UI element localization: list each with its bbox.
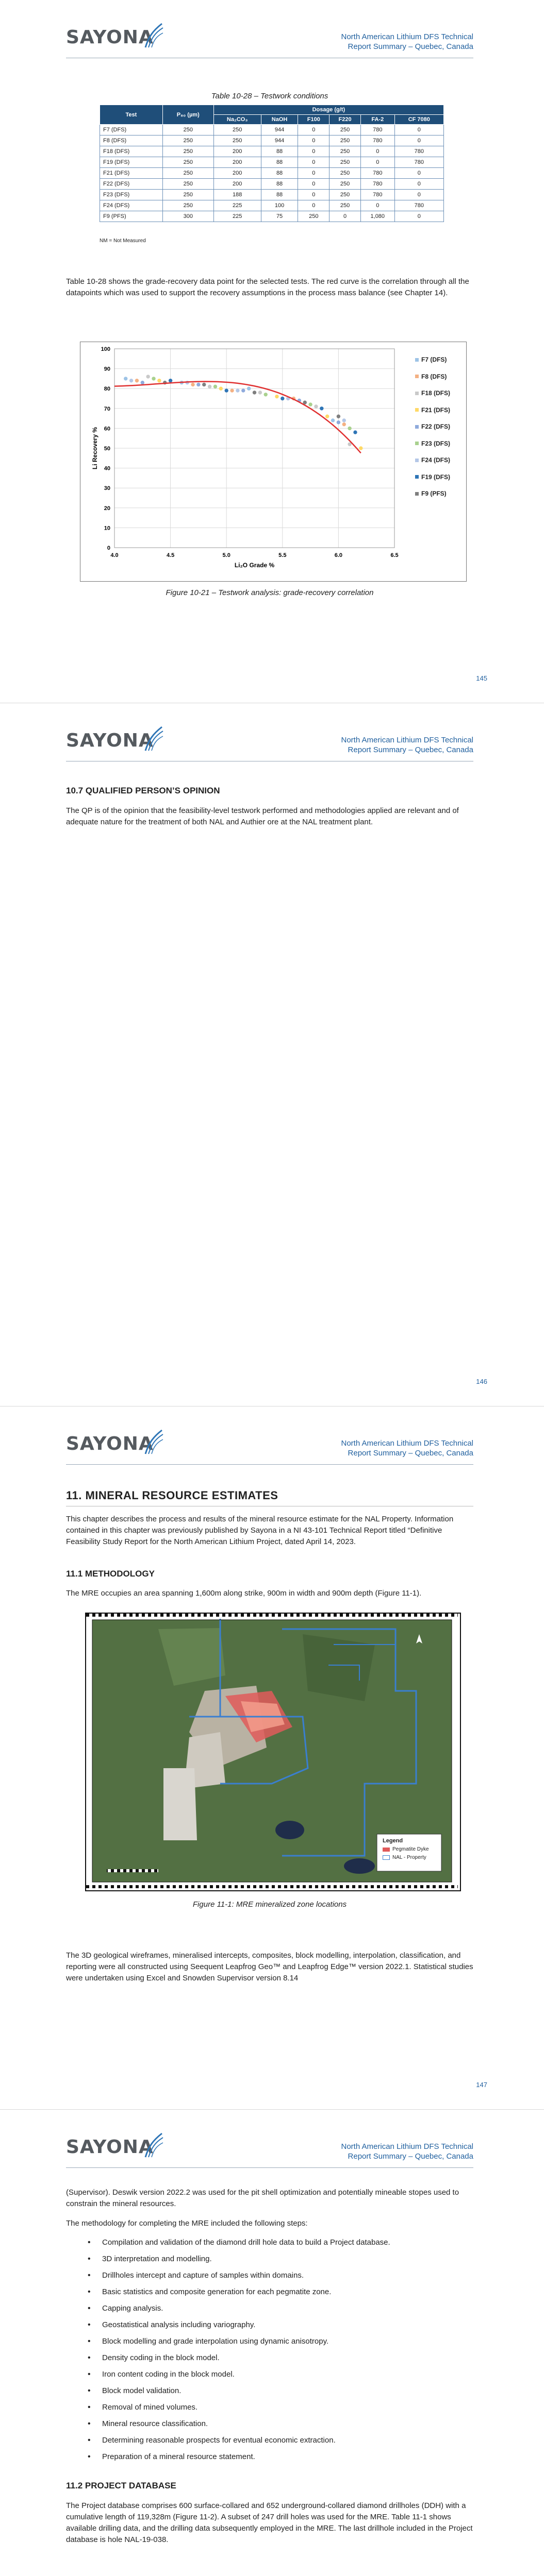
legend-label: F21 (DFS) bbox=[421, 406, 451, 414]
data-point bbox=[225, 389, 228, 392]
figure-caption: Figure 10-21 – Testwork analysis: grade-recovery correlation bbox=[166, 588, 374, 597]
table-cell: 0 bbox=[298, 179, 329, 190]
table-cell: 250 bbox=[162, 125, 213, 135]
col-dosage: F220 bbox=[329, 115, 361, 125]
legend-swatch bbox=[415, 442, 419, 445]
legend-label: F19 (DFS) bbox=[421, 473, 451, 481]
map-legend-item-property bbox=[383, 1855, 426, 1860]
data-point bbox=[348, 427, 351, 430]
legend-label: F22 (DFS) bbox=[421, 423, 451, 431]
list-item: • Density coding in the block model. bbox=[102, 2352, 473, 2369]
data-point bbox=[342, 422, 345, 426]
table-cell: 250 bbox=[162, 200, 213, 211]
table-cell: F7 (DFS) bbox=[100, 125, 163, 135]
x-axis-label: Li₂O Grade % bbox=[234, 562, 275, 569]
table-cell: 88 bbox=[261, 179, 298, 190]
col-dosage: CF 7080 bbox=[394, 115, 443, 125]
table-cell: F24 (DFS) bbox=[100, 200, 163, 211]
header-right bbox=[341, 735, 474, 755]
list-item: • Block modelling and grade interpolation using dynamic anisotropy. bbox=[102, 2336, 473, 2352]
table-cell: 0 bbox=[394, 125, 443, 135]
table-cell: 0 bbox=[394, 135, 443, 146]
paragraph: The QP is of the opinion that the feasibility-level testwork performed and methodologies applied are relevant and of adequate nature for the treatment of both NAL and Authier ore at the NAL treatment plant. bbox=[66, 806, 459, 826]
table-cell: F21 (DFS) bbox=[100, 168, 163, 179]
table-cell: 0 bbox=[394, 168, 443, 179]
data-point bbox=[315, 405, 318, 408]
y-tick-label: 0 bbox=[107, 545, 110, 551]
legend-item bbox=[415, 452, 464, 469]
legend-item bbox=[415, 435, 464, 452]
paragraph: The 3D geological wireframes, mineralised intercepts, composites, block modelling, interpolation, classification, and reporting were all constructed using Seequent Leapfrog Geo™ and Leapfrog Edge™ version 2022.1. Statistical studies were undertaken using Excel and Snowden Supervisor version 8.14 bbox=[66, 1951, 473, 1982]
figure-caption: Figure 11-1: MRE mineralized zone locations bbox=[192, 1900, 347, 1909]
list-item: • Determining reasonable prospects for eventual economic extraction. bbox=[102, 2435, 473, 2451]
table-cell: 250 bbox=[329, 157, 361, 168]
logo-text: SAYONA bbox=[66, 730, 154, 751]
table-note: NM = Not Measured bbox=[100, 238, 146, 244]
logo-mark-icon bbox=[143, 1428, 164, 1455]
data-point bbox=[124, 377, 127, 380]
x-tick-label: 6.5 bbox=[390, 552, 399, 558]
legend-item bbox=[415, 368, 464, 385]
table-cell: 88 bbox=[261, 146, 298, 157]
legend-swatch bbox=[415, 459, 419, 462]
data-point bbox=[275, 395, 278, 398]
data-point bbox=[158, 379, 161, 382]
data-point bbox=[169, 379, 172, 382]
pegmatite-swatch bbox=[383, 1848, 390, 1852]
section-heading: 11.2 PROJECT DATABASE bbox=[66, 2481, 176, 2490]
data-point bbox=[219, 387, 222, 390]
property-swatch bbox=[383, 1855, 390, 1860]
table-cell: 225 bbox=[213, 211, 261, 222]
table-cell: 780 bbox=[360, 135, 394, 146]
list-item: • Mineral resource classification. bbox=[102, 2418, 473, 2435]
y-tick-label: 70 bbox=[104, 405, 110, 412]
header-right bbox=[341, 2142, 474, 2161]
page-number: 146 bbox=[476, 1378, 487, 1385]
data-point bbox=[191, 383, 194, 386]
table-cell: 200 bbox=[213, 179, 261, 190]
table-cell: 88 bbox=[261, 190, 298, 200]
table-cell: 780 bbox=[360, 190, 394, 200]
x-tick-label: 5.5 bbox=[278, 552, 287, 558]
table-cell: 250 bbox=[162, 135, 213, 146]
list-item: • Capping analysis. bbox=[102, 2303, 473, 2319]
map-figure bbox=[85, 1613, 461, 1891]
data-point bbox=[146, 375, 150, 378]
x-tick-label: 4.5 bbox=[166, 552, 175, 558]
page-147 bbox=[0, 1406, 544, 2110]
data-point bbox=[129, 379, 133, 382]
data-point bbox=[203, 383, 206, 386]
table-cell: 780 bbox=[360, 168, 394, 179]
table-cell: 1,080 bbox=[360, 211, 394, 222]
y-tick-label: 60 bbox=[104, 426, 110, 432]
sayona-logo bbox=[66, 2137, 154, 2158]
table-cell: 250 bbox=[298, 211, 329, 222]
header-title-line2: Report Summary – Quebec, Canada bbox=[348, 42, 473, 51]
header-title-line1: North American Lithium DFS Technical bbox=[341, 32, 473, 41]
table-cell: 0 bbox=[298, 200, 329, 211]
paragraph: The methodology for completing the MRE included the following steps: bbox=[66, 2219, 308, 2228]
data-point bbox=[320, 407, 323, 410]
paragraph: Table 10-28 shows the grade-recovery data point for the selected tests. The red curve is the correlation through all the datapoints which was used to support the recovery assumptions in the process mass balance (see Chapter 14). bbox=[66, 277, 469, 297]
logo-text: SAYONA bbox=[66, 27, 154, 48]
legend-label: F23 (DFS) bbox=[421, 439, 451, 447]
legend-item bbox=[415, 485, 464, 502]
table-cell: 200 bbox=[213, 157, 261, 168]
list-item: • Drillholes intercept and capture of samples within domains. bbox=[102, 2270, 473, 2286]
list-item: • Geostatistical analysis including variography. bbox=[102, 2319, 473, 2336]
legend-label: F9 (PFS) bbox=[421, 490, 447, 498]
data-point bbox=[309, 403, 312, 406]
table-cell: 0 bbox=[394, 211, 443, 222]
paragraph: (Supervisor). Deswik version 2022.2 was used for the pit shell optimization and potentially mineable stopes used to constrain the mineral resources. bbox=[66, 2188, 459, 2208]
y-tick-label: 50 bbox=[104, 446, 110, 452]
legend-item bbox=[415, 385, 464, 402]
logo-text: SAYONA bbox=[66, 2137, 154, 2158]
legend-item bbox=[415, 418, 464, 435]
table-cell: 0 bbox=[298, 190, 329, 200]
table-cell: 300 bbox=[162, 211, 213, 222]
map-legend-label: Pegmatite Dyke bbox=[392, 1846, 429, 1852]
header-title-line1: North American Lithium DFS Technical bbox=[341, 2142, 473, 2151]
page-number: 145 bbox=[476, 674, 487, 682]
list-item: • Preparation of a mineral resource statement. bbox=[102, 2451, 473, 2468]
data-point bbox=[230, 389, 234, 392]
header-title-line2: Report Summary – Quebec, Canada bbox=[348, 1449, 473, 1458]
legend-swatch bbox=[415, 375, 419, 378]
table-cell: 0 bbox=[394, 190, 443, 200]
page-148 bbox=[0, 2110, 544, 2576]
y-tick-label: 100 bbox=[101, 346, 110, 352]
list-item: • Iron content coding in the block model. bbox=[102, 2369, 473, 2385]
table-cell: 944 bbox=[261, 125, 298, 135]
page-145 bbox=[0, 0, 544, 703]
paragraph: This chapter describes the process and results of the mineral resource estimate for the NAL Property. Information contained in this chapter was previously published by Sayona in a NI 43-101 Technical Report titled “Definitive Feasibility Study Report for the North American Lithium Project, dated April 14, 2023. bbox=[66, 1515, 454, 1546]
legend-item bbox=[415, 351, 464, 368]
table-cell: 200 bbox=[213, 168, 261, 179]
header-right bbox=[341, 1438, 474, 1458]
table-cell: 0 bbox=[298, 135, 329, 146]
data-point bbox=[303, 401, 306, 404]
list-item: • Basic statistics and composite generation for each pegmatite zone. bbox=[102, 2286, 473, 2303]
y-tick-label: 40 bbox=[104, 465, 110, 472]
table-cell: F9 (PFS) bbox=[100, 211, 163, 222]
table-cell: 250 bbox=[329, 125, 361, 135]
table-cell: F22 (DFS) bbox=[100, 179, 163, 190]
section-heading: 11.1 METHODOLOGY bbox=[66, 1569, 155, 1579]
list-item: • Removal of mined volumes. bbox=[102, 2402, 473, 2418]
y-tick-label: 20 bbox=[104, 505, 110, 512]
paragraph: The Project database comprises 600 surface-collared and 652 underground-collared diamond drillholes (DDH) with a cumulative length of 119,328m (Figure 11-2). A subset of 247 drill holes was used for the MRE. Table 11-1 shows available drilling data, and the drilling data subsequently employed in the MRE. The last drillhole included in the Project database is hole NAL-19-038. bbox=[66, 2501, 473, 2544]
data-point bbox=[359, 447, 362, 450]
data-point bbox=[337, 421, 340, 424]
legend-label: F8 (DFS) bbox=[421, 372, 447, 380]
table-cell: F8 (DFS) bbox=[100, 135, 163, 146]
table-cell: 225 bbox=[213, 200, 261, 211]
data-point bbox=[247, 387, 250, 390]
table-cell: 250 bbox=[162, 157, 213, 168]
page-146 bbox=[0, 703, 544, 1406]
data-point bbox=[281, 397, 284, 400]
col-dosage: NaOH bbox=[261, 115, 298, 125]
legend-item bbox=[415, 402, 464, 419]
table-cell: F23 (DFS) bbox=[100, 190, 163, 200]
table-cell: 0 bbox=[329, 211, 361, 222]
list-item: • Block model validation. bbox=[102, 2385, 473, 2402]
legend-swatch bbox=[415, 425, 419, 429]
sayona-logo bbox=[66, 730, 154, 751]
logo-mark-icon bbox=[143, 2131, 164, 2158]
x-tick-label: 5.0 bbox=[222, 552, 230, 558]
table-cell: F19 (DFS) bbox=[100, 157, 163, 168]
table-cell: 780 bbox=[394, 200, 443, 211]
table-cell: 75 bbox=[261, 211, 298, 222]
map-legend-item-pegmatite bbox=[383, 1846, 429, 1852]
header-divider bbox=[66, 2167, 473, 2168]
legend-label: F7 (DFS) bbox=[421, 356, 447, 364]
table-cell: 250 bbox=[213, 125, 261, 135]
table-cell: 250 bbox=[329, 146, 361, 157]
data-point bbox=[236, 389, 239, 392]
x-tick-label: 6.0 bbox=[334, 552, 343, 558]
y-axis-label: Li Recovery % bbox=[91, 427, 98, 470]
header-title-line2: Report Summary – Quebec, Canada bbox=[348, 745, 473, 754]
legend-swatch bbox=[415, 475, 419, 479]
data-point bbox=[337, 415, 340, 418]
chapter-heading: 11. MINERAL RESOURCE ESTIMATES bbox=[66, 1489, 278, 1502]
section-heading: 10.7 QUALIFIED PERSON’S OPINION bbox=[66, 786, 220, 795]
table-cell: 780 bbox=[360, 125, 394, 135]
header-title-line1: North American Lithium DFS Technical bbox=[341, 736, 473, 744]
table-cell: 200 bbox=[213, 146, 261, 157]
list-item: • 3D interpretation and modelling. bbox=[102, 2253, 473, 2270]
col-dosage: Na₂CO₃ bbox=[213, 115, 261, 125]
data-point bbox=[213, 385, 217, 388]
table-cell: 250 bbox=[329, 190, 361, 200]
table-cell: 250 bbox=[162, 179, 213, 190]
table-cell: 88 bbox=[261, 157, 298, 168]
header-title-line1: North American Lithium DFS Technical bbox=[341, 1439, 473, 1448]
legend-swatch bbox=[415, 408, 419, 412]
legend-label: F18 (DFS) bbox=[421, 389, 451, 397]
table-cell: 88 bbox=[261, 168, 298, 179]
table-cell: F18 (DFS) bbox=[100, 146, 163, 157]
y-tick-label: 30 bbox=[104, 485, 110, 492]
data-point bbox=[342, 419, 345, 422]
legend-swatch bbox=[415, 358, 419, 362]
data-point bbox=[152, 377, 155, 380]
data-point bbox=[253, 391, 256, 394]
data-point bbox=[135, 379, 138, 382]
data-point bbox=[264, 393, 267, 396]
x-tick-label: 4.0 bbox=[110, 552, 119, 558]
table-title: Table 10-28 – Testwork conditions bbox=[211, 92, 328, 100]
logo-mark-icon bbox=[143, 725, 164, 752]
table-cell: 780 bbox=[360, 179, 394, 190]
methodology-list bbox=[66, 2237, 473, 2468]
table-cell: 0 bbox=[298, 157, 329, 168]
legend-item bbox=[415, 469, 464, 486]
data-point bbox=[197, 383, 200, 386]
table-cell: 250 bbox=[162, 168, 213, 179]
table-cell: 100 bbox=[261, 200, 298, 211]
table-cell: 0 bbox=[298, 125, 329, 135]
table-cell: 0 bbox=[360, 200, 394, 211]
table-cell: 188 bbox=[213, 190, 261, 200]
page-number: 147 bbox=[476, 2081, 487, 2089]
table-cell: 250 bbox=[329, 168, 361, 179]
data-point bbox=[348, 443, 351, 446]
table-cell: 944 bbox=[261, 135, 298, 146]
legend-swatch bbox=[415, 492, 419, 496]
y-tick-label: 10 bbox=[104, 525, 110, 532]
col-p80: P₈₀ (µm) bbox=[162, 105, 213, 125]
data-point bbox=[331, 419, 334, 422]
data-point bbox=[141, 381, 144, 384]
table-cell: 250 bbox=[329, 135, 361, 146]
table-cell: 0 bbox=[394, 179, 443, 190]
list-item: • Compilation and validation of the diamond drill hole data to build a Project database. bbox=[102, 2237, 473, 2253]
table-cell: 250 bbox=[162, 190, 213, 200]
paragraph: The MRE occupies an area spanning 1,600m along strike, 900m in width and 900m depth (Figure 11-1). bbox=[66, 1589, 422, 1598]
data-point bbox=[242, 389, 245, 392]
logo-text: SAYONA bbox=[66, 1433, 154, 1454]
header-divider bbox=[66, 1464, 473, 1465]
header-title-line2: Report Summary – Quebec, Canada bbox=[348, 2152, 473, 2161]
data-point bbox=[325, 415, 328, 418]
table-cell: 0 bbox=[298, 168, 329, 179]
col-dosage: FA-2 bbox=[360, 115, 394, 125]
table-cell: 0 bbox=[360, 146, 394, 157]
table-cell: 250 bbox=[329, 200, 361, 211]
table-cell: 780 bbox=[394, 146, 443, 157]
col-dosage: F100 bbox=[298, 115, 329, 125]
table-cell: 780 bbox=[394, 157, 443, 168]
table-cell: 250 bbox=[162, 146, 213, 157]
legend-label: F24 (DFS) bbox=[421, 456, 451, 464]
table-cell: 250 bbox=[213, 135, 261, 146]
table-cell: 0 bbox=[298, 146, 329, 157]
col-dosage-group: Dosage (g/t) bbox=[213, 105, 443, 115]
table-cell: 250 bbox=[329, 179, 361, 190]
map-legend-title: Legend bbox=[383, 1838, 403, 1844]
data-point bbox=[354, 431, 357, 434]
y-tick-label: 80 bbox=[104, 386, 110, 393]
sayona-logo bbox=[66, 1433, 154, 1454]
legend-swatch bbox=[415, 392, 419, 395]
data-point bbox=[258, 391, 261, 394]
map-legend-label: NAL - Property bbox=[392, 1855, 426, 1860]
data-point bbox=[208, 385, 211, 388]
chart-legend bbox=[415, 351, 464, 502]
table-cell: 0 bbox=[360, 157, 394, 168]
y-tick-label: 90 bbox=[104, 366, 110, 372]
col-test: Test bbox=[100, 105, 163, 125]
